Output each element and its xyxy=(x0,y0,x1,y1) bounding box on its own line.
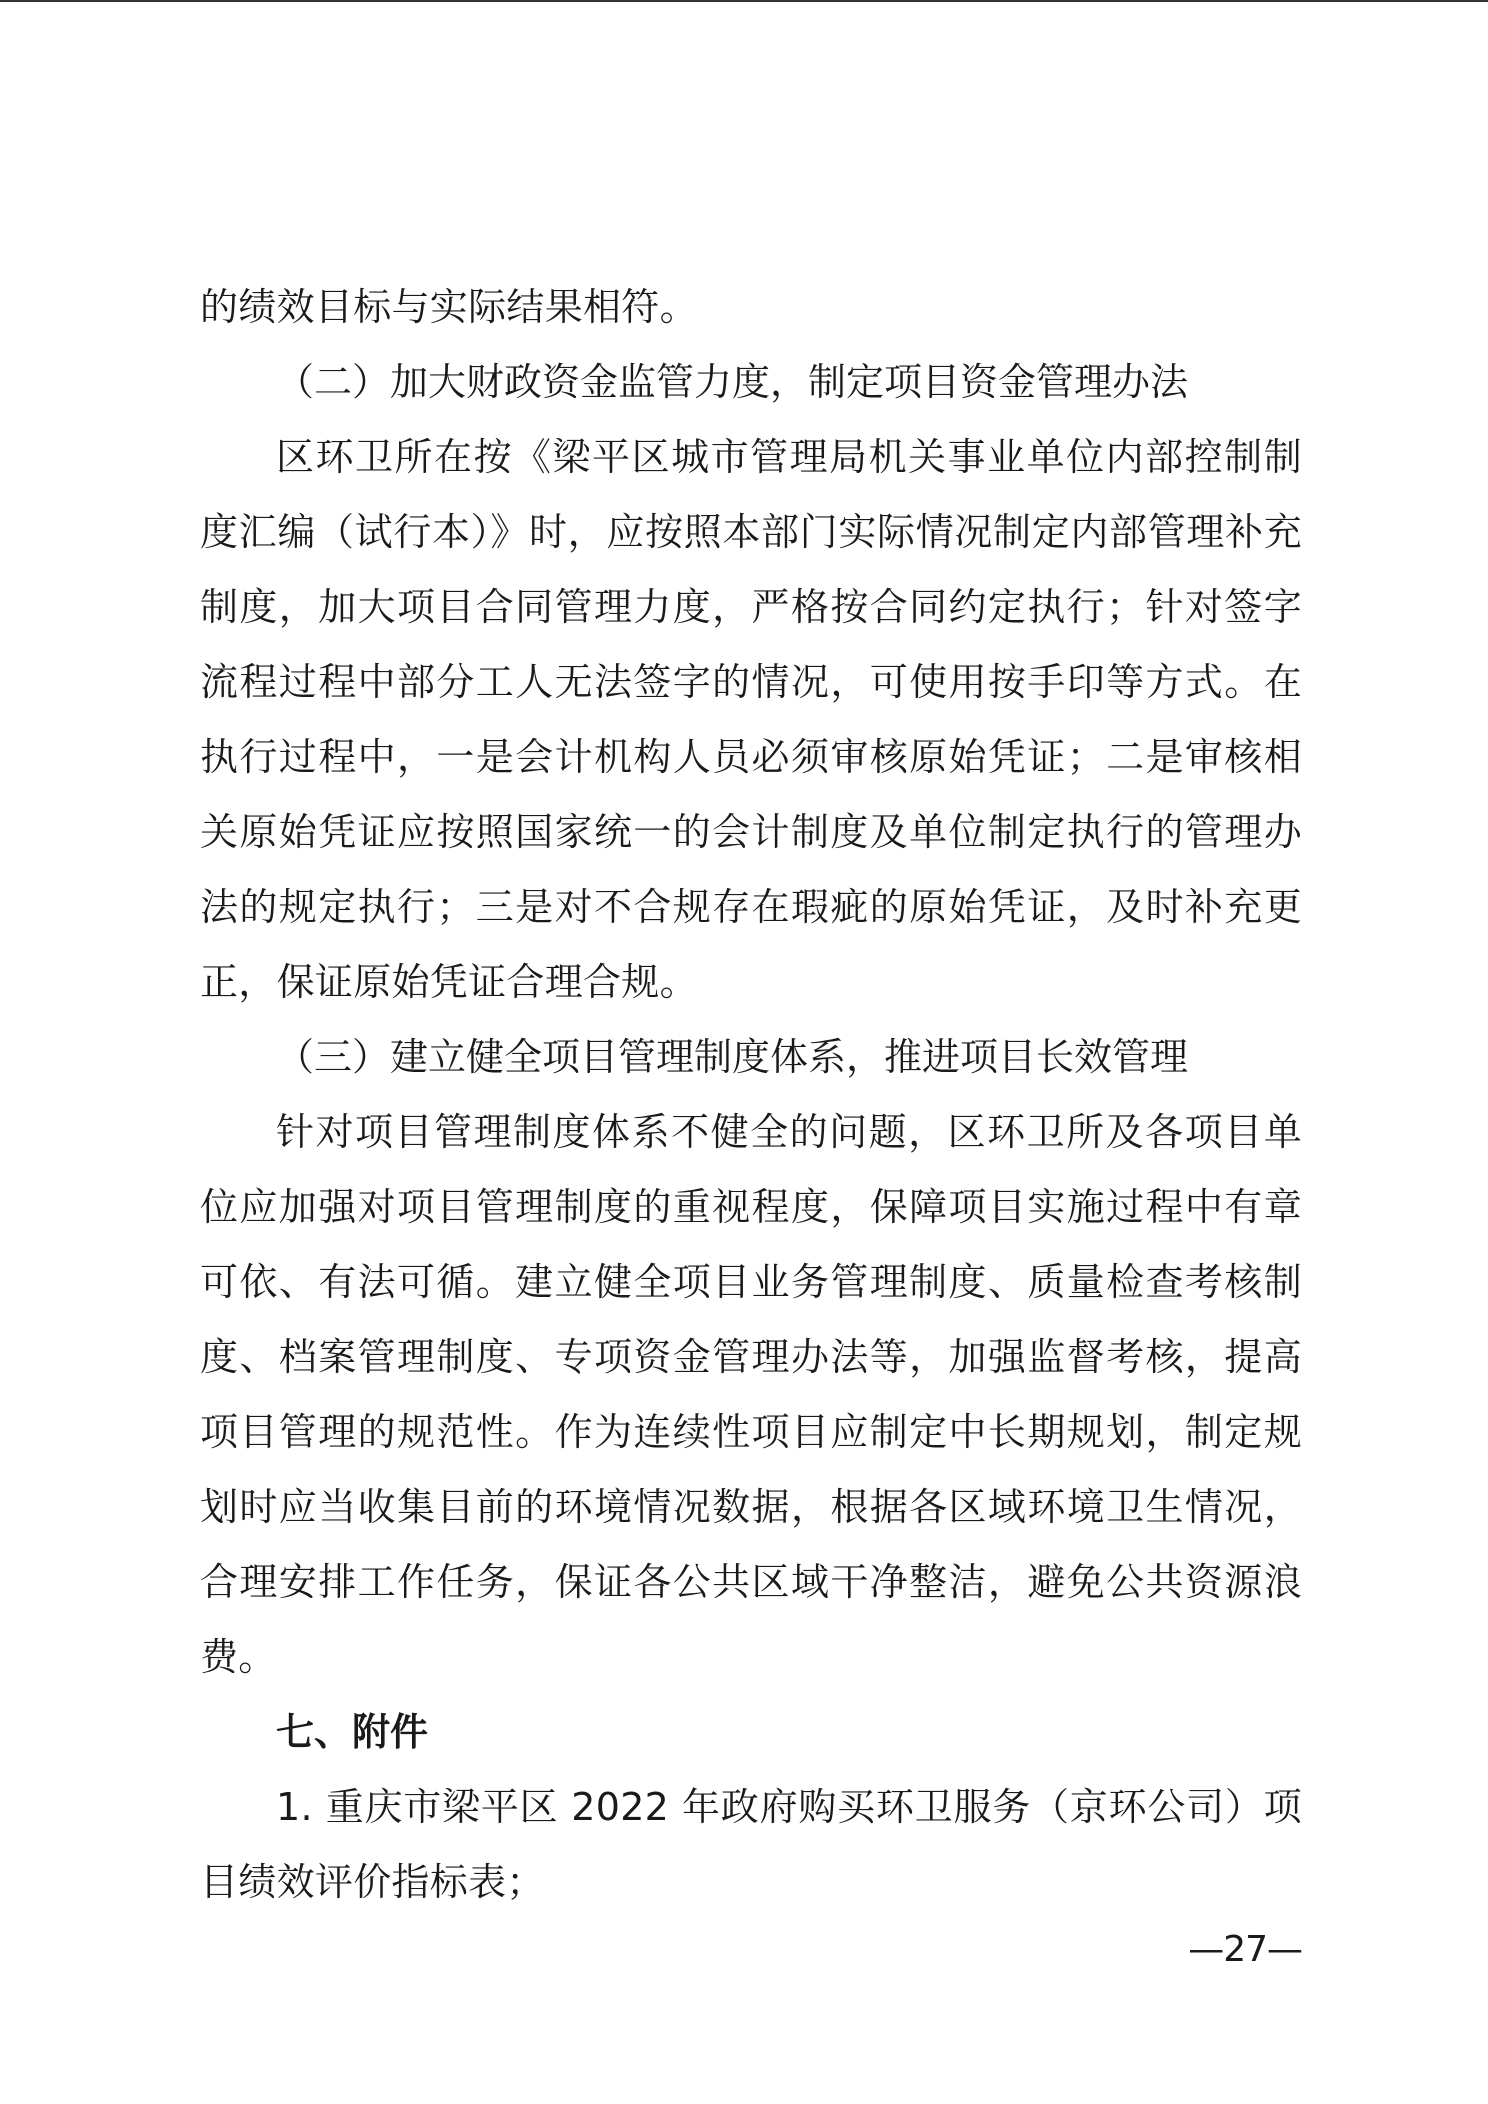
paragraph-continuation: 的绩效目标与实际结果相符。 xyxy=(200,285,698,329)
attachment-item-1: 1. 重庆市梁平区 2022 年政府购买环卫服务（京环公司）项目绩效评价指标表； xyxy=(200,1785,1302,1904)
paragraph-fund-management: 区环卫所在按《梁平区城市管理局机关事业单位内部控制制度汇编（试行本）》时，应按照本部门实际情况制定内部管理补充制度，加大项目合同管理力度，严格按合同约定执行；针对签字流程过程中部分工人无法签字的情况，可使用按手印等方式。在执行过程中，一是会计机构人员必须审核原始凭证；二是审核相关原始凭证应按照国家统一的会计制度及单位制定执行的管理办法的规定执行；三是对不合规存在瑕疵的原始凭证，及时补充更正，保证原始凭证合理合规。 xyxy=(200,435,1302,1004)
subheading-2: （二）加大财政资金监管力度，制定项目资金管理办法 xyxy=(276,360,1189,404)
document-body xyxy=(200,270,1302,1920)
subheading-3: （三）建立健全项目管理制度体系，推进项目长效管理 xyxy=(276,1035,1189,1079)
paragraph-management-system: 针对项目管理制度体系不健全的问题，区环卫所及各项目单位应加强对项目管理制度的重视程度，保障项目实施过程中有章可依、有法可循。建立健全项目业务管理制度、质量检查考核制度、档案管理制度、专项资金管理办法等，加强监督考核，提高项目管理的规范性。作为连续性项目应制定中长期规划，制定规划时应当收集目前的环境情况数据，根据各区域环境卫生情况，合理安排工作任务，保证各公共区域干净整洁，避免公共资源浪费。 xyxy=(200,1110,1302,1679)
section-heading-attachments: 七、附件 xyxy=(276,1710,429,1754)
page-number: —27— xyxy=(1188,1929,1302,1970)
page-top-border xyxy=(0,0,1488,2)
